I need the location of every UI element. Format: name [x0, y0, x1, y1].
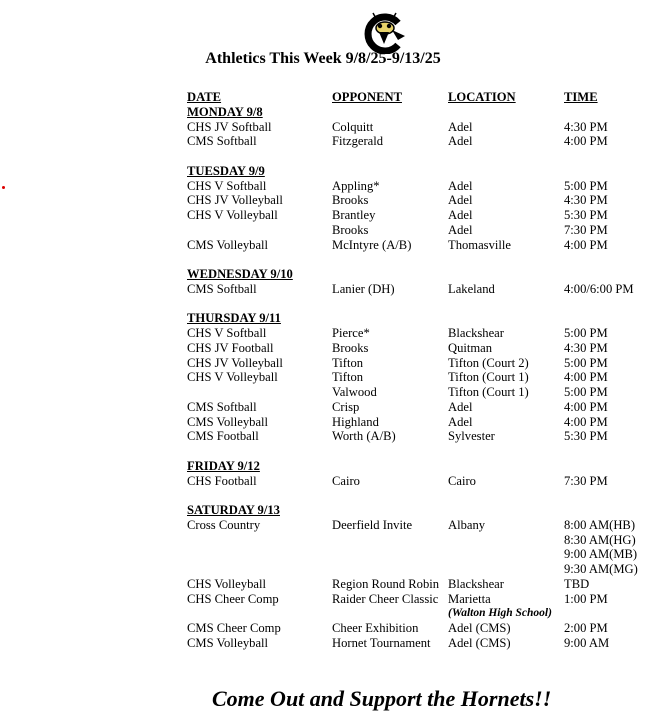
stray-mark — [2, 186, 5, 189]
date-header: DATE — [187, 90, 222, 104]
opponent-header: OPPONENT — [332, 90, 402, 104]
footer-slogan: Come Out and Support the Hornets!! — [212, 686, 552, 711]
time-header: TIME — [564, 90, 598, 104]
venue-note: (Walton High School) — [448, 607, 552, 620]
hornet-logo — [358, 10, 410, 54]
location-header: LOCATION — [448, 90, 516, 104]
page-title: Athletics This Week 9/8/25-9/13/25 — [205, 50, 441, 67]
